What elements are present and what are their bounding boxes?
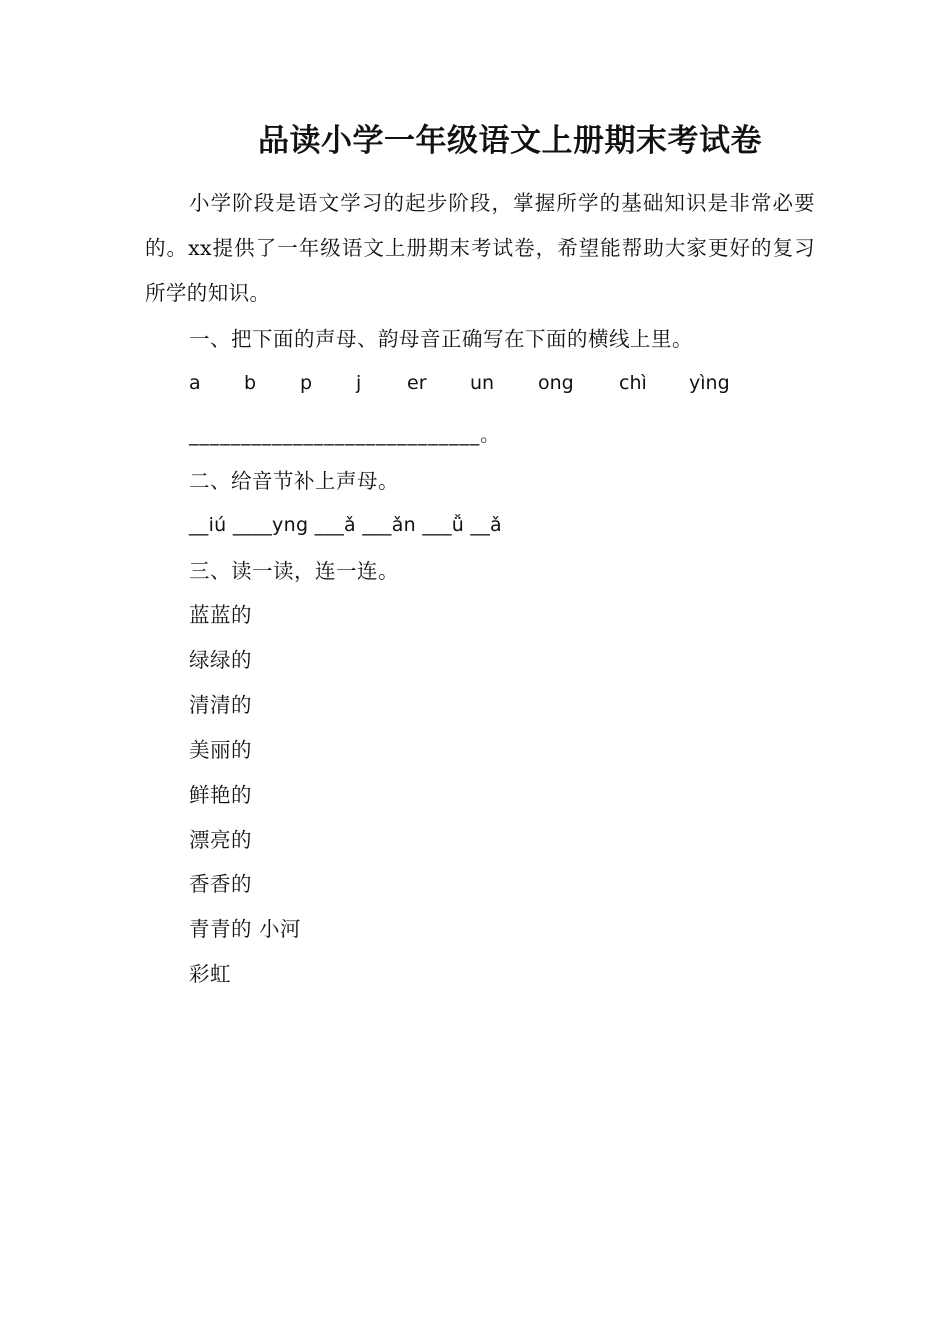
- word-item: 蓝蓝的: [189, 603, 252, 627]
- word-item: 绿绿的: [189, 648, 252, 672]
- pinyin-item: p: [300, 372, 313, 394]
- pinyin-item: er: [407, 372, 427, 394]
- pinyin-item: ong: [538, 372, 574, 394]
- word-item: 美丽的: [189, 738, 252, 762]
- section-1-heading: 一、把下面的声母、韵母音正确写在下面的横线上里。: [189, 327, 693, 351]
- intro-paragraph: 小学阶段是语文学习的起步阶段，掌握所学的基础知识是非常必要的。xx提供了一年级语文上册期末考试卷，希望能帮助大家更好的复习所学的知识。: [145, 191, 815, 305]
- answer-line: ____________________________。: [189, 424, 501, 446]
- pinyin-list: [189, 368, 789, 398]
- page-title: 品读小学一年级语文上册期末考试卷: [258, 123, 762, 159]
- pinyin-item: yìng: [689, 372, 730, 394]
- word-item: 漂亮的: [189, 828, 252, 852]
- pinyin-item: un: [470, 372, 495, 394]
- word-item: 青青的 小河: [189, 917, 302, 941]
- word-item: 鲜艳的: [189, 783, 252, 807]
- syllable-blanks: __iú ____yng ___ǎ ___ǎn ___ǚ __ǎ: [189, 514, 502, 536]
- word-item: 清清的: [189, 693, 252, 717]
- word-item: 彩虹: [189, 962, 231, 986]
- section-2-heading: 二、给音节补上声母。: [189, 469, 399, 493]
- pinyin-item: chì: [619, 372, 647, 394]
- pinyin-item: b: [244, 372, 257, 394]
- pinyin-item: a: [189, 372, 201, 394]
- word-item: 香香的: [189, 872, 252, 896]
- section-3-heading: 三、读一读，连一连。: [189, 559, 399, 583]
- pinyin-item: j: [356, 372, 362, 394]
